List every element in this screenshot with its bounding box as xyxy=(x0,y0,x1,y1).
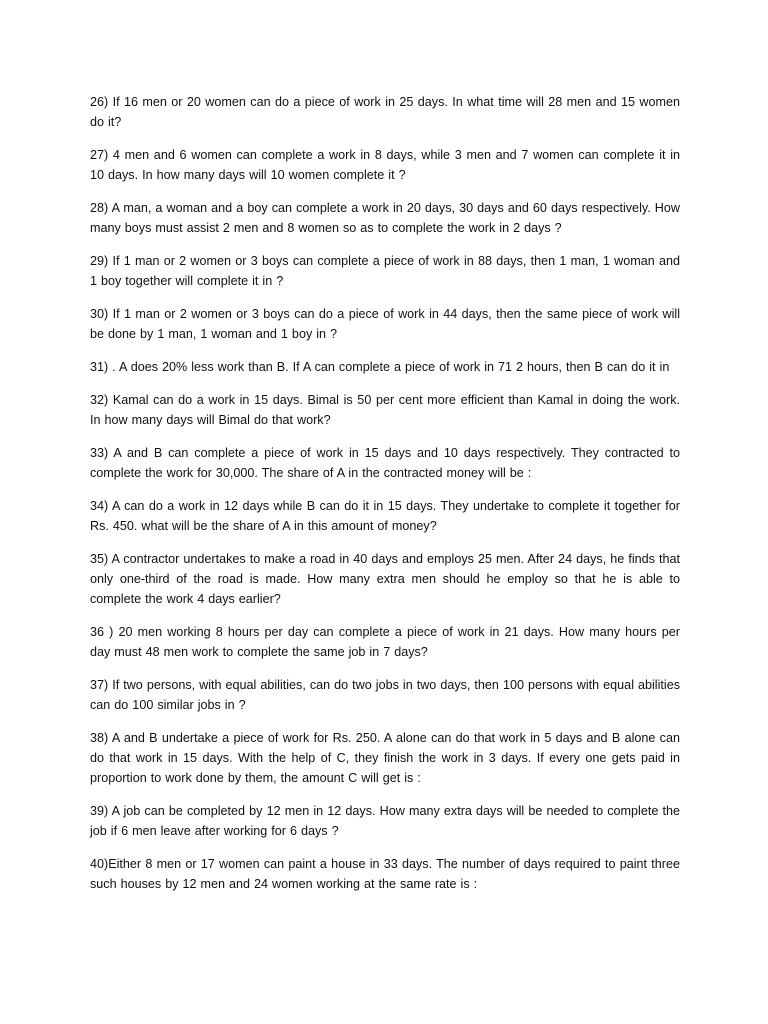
question-35: 35) A contractor undertakes to make a road in 40 days and employs 25 men. After 24 days, he finds that only one-third of the road is made. How many extra men should he employ so that he is able to complete the work 4 days earlier? xyxy=(90,552,680,606)
question-34: 34) A can do a work in 12 days while B can do it in 15 days. They undertake to complete it together for Rs. 450. what will be the share of A in this amount of money? xyxy=(90,499,680,533)
question-33: 33) A and B can complete a piece of work in 15 days and 10 days respectively. They contracted to complete the work for 30,000. The share of A in the contracted money will be : xyxy=(90,446,680,480)
question-32: 32) Kamal can do a work in 15 days. Bimal is 50 per cent more efficient than Kamal in doing the work. In how many days will Bimal do that work? xyxy=(90,393,680,427)
question-38: 38) A and B undertake a piece of work for Rs. 250. A alone can do that work in 5 days and B alone can do that work in 15 days. With the help of C, they finish the work in 3 days. If every one gets paid in proportion to work done by them, the amount C will get is : xyxy=(90,731,680,785)
question-list xyxy=(90,92,680,907)
question-39: 39) A job can be completed by 12 men in 12 days. How many extra days will be needed to complete the job if 6 men leave after working for 6 days ? xyxy=(90,804,680,838)
question-29: 29) If 1 man or 2 women or 3 boys can complete a piece of work in 88 days, then 1 man, 1 woman and 1 boy together will complete it in ? xyxy=(90,254,680,288)
question-36: 36 ) 20 men working 8 hours per day can complete a piece of work in 21 days. How many hours per day must 48 men work to complete the same job in 7 days? xyxy=(90,625,680,659)
question-28: 28) A man, a woman and a boy can complete a work in 20 days, 30 days and 60 days respectively. How many boys must assist 2 men and 8 women so as to complete the work in 2 days ? xyxy=(90,201,680,235)
question-26: 26) If 16 men or 20 women can do a piece of work in 25 days. In what time will 28 men and 15 women do it? xyxy=(90,95,680,129)
question-27: 27) 4 men and 6 women can complete a work in 8 days, while 3 men and 7 women can complete it in 10 days. In how many days will 10 women complete it ? xyxy=(90,148,680,182)
question-30: 30) If 1 man or 2 women or 3 boys can do a piece of work in 44 days, then the same piece of work will be done by 1 man, 1 woman and 1 boy in ? xyxy=(90,307,680,341)
question-31: 31) . A does 20% less work than B. If A can complete a piece of work in 71 2 hours, then B can do it in xyxy=(90,360,670,374)
question-40: 40)Either 8 men or 17 women can paint a house in 33 days. The number of days required to paint three such houses by 12 men and 24 women working at the same rate is : xyxy=(90,857,680,891)
question-37: 37) If two persons, with equal abilities, can do two jobs in two days, then 100 persons with equal abilities can do 100 similar jobs in ? xyxy=(90,678,680,712)
